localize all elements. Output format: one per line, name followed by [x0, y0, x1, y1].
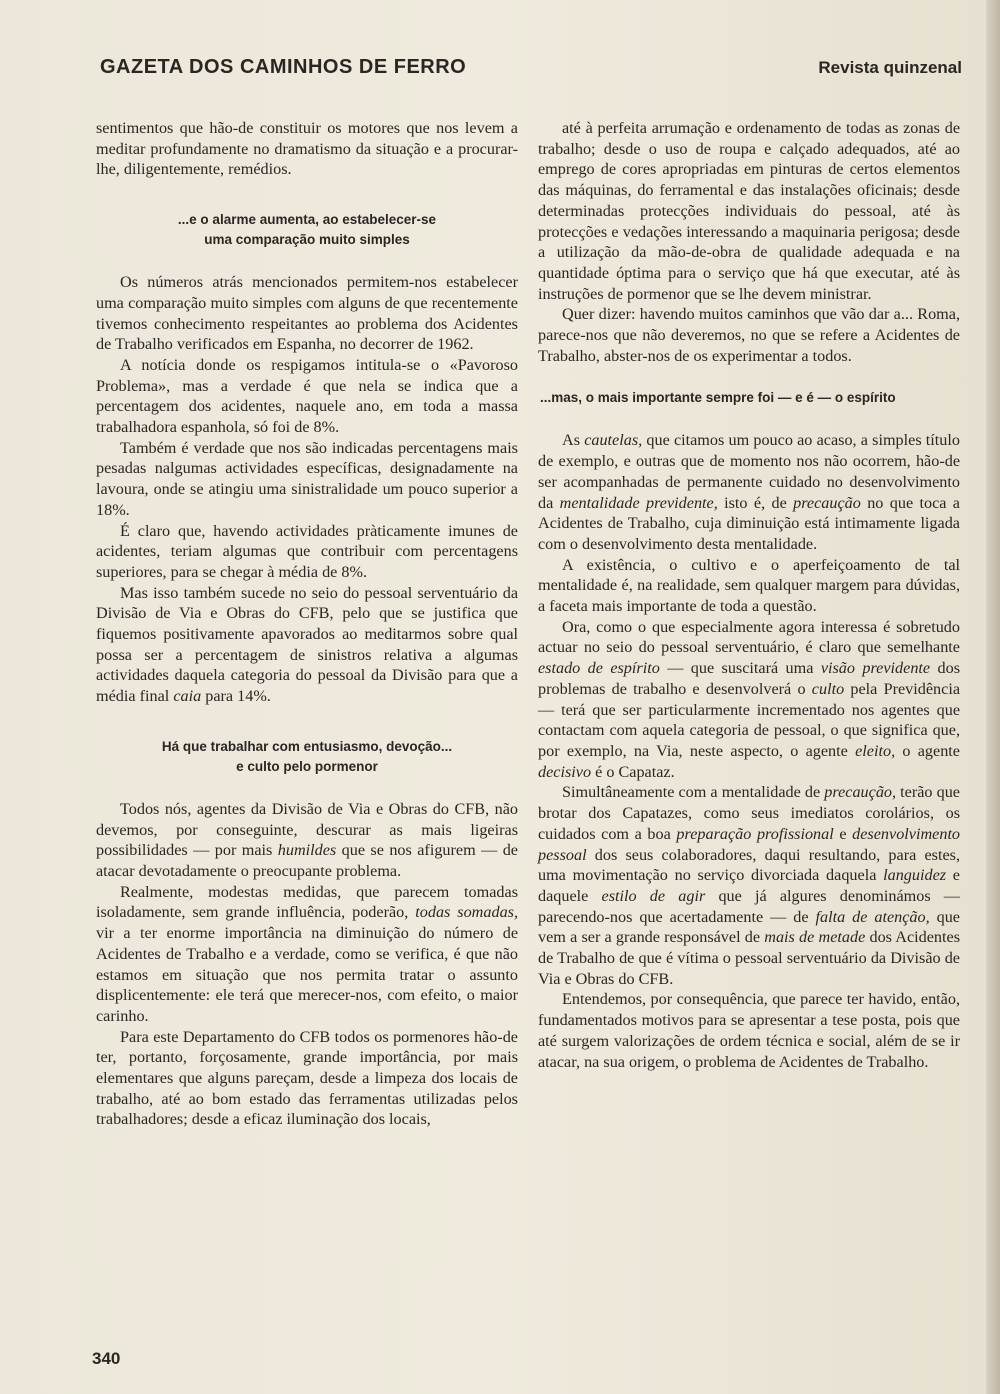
paragraph: Todos nós, agentes da Divisão de Via e Obras do CFB, não devemos, por conseguinte, descurar as mais ligeiras possibilidades — por mais humildes que se nos afigurem — de atacar devotadamente o preocupante problema. — [96, 799, 518, 880]
section-heading-line: ...e o alarme aumenta, ao estabelecer-se — [177, 212, 437, 228]
right-column — [538, 118, 960, 1072]
paragraph: Ora, como o que especialmente agora interessa é sobretudo actuar no seio do pessoal serventuário, é claro que semelhante estado de espírito — que suscitará uma visão previdente dos problemas de trabalho e desenvolverá o culto pela Previdência — terá que ser particularmente incrementado nos agentes que contactam com aquela categoria de pessoal, o que significa que, por exemplo, na Via, neste aspecto, o agente eleito, o agente decisivo é o Capataz. — [538, 617, 960, 781]
section-heading — [538, 388, 960, 408]
paragraph: Mas isso também sucede no seio do pessoal serventuário da Divisão de Via e Obras do CFB, pelo que se justifica que fiquemos positivamente apavorados ao meditarmos sobre qual possa ser a percentagem de sinistros relativa a algumas actividades daquela categoria do pessoal da Divisão para que a média final caia para 14%. — [96, 583, 518, 706]
page-header — [100, 56, 962, 84]
paragraph: Realmente, modestas medidas, que parecem tomadas isoladamente, sem grande influência, poderão, todas somadas, vir a ter enorme importância na diminuição do número de Acidentes de Trabalho e a verdade, como se verifica, é que não estamos em situação que nos permita tratar o assunto displicentemente: ele terá que merecer-nos, com efeito, o maior carinho. — [96, 882, 519, 1025]
section-heading — [96, 210, 518, 250]
paragraph: Quer dizer: havendo muitos caminhos que vão dar a... Roma, parece-nos que não deveremos, no que se refere a Acidentes de Trabalho, abster-nos de os experimentar a todos. — [538, 305, 960, 365]
page-edge-shadow — [986, 0, 1000, 1394]
journal-title: GAZETA DOS CAMINHOS DE FERRO — [100, 56, 467, 78]
section-heading-line: ...mas, o mais importante sempre foi — e é — o espírito — [540, 390, 896, 406]
paragraph: As cautelas, que citamos um pouco ao acaso, a simples título de exemplo, e outras que de momento nos não ocorrem, hão-de ser acompanhadas de permanente cuidado no desenvolvimento da mentalidade previdente, isto é, de precaução no que toca a Acidentes de Trabalho, cuja diminuição está intimamente ligada com o desenvolvimento desta mentalidade. — [538, 431, 960, 553]
paragraph: sentimentos que hão-de constituir os motores que nos levem a meditar profundamente no dramatismo da situação e a procurar-lhe, diligentemente, remédios. — [96, 119, 518, 179]
section-heading-line: uma comparação muito simples — [204, 232, 410, 248]
paragraph: Simultâneamente com a mentalidade de precaução, terão que brotar dos Capatazes, como seus imediatos corolários, os cuidados com a boa preparação profissional e desenvolvimento pessoal dos seus colaboradores, daqui resultando, para estes, uma movimentação no serviço divorciada daquela languidez e daquele estilo de agir que já algures denominámos — parecendo-nos que acertadamente — de falta de atenção, que vem a ser a grande responsável de mais de metade dos Acidentes de Trabalho de que é vítima o pessoal serventuário da Divisão de Via e Obras do CFB. — [538, 783, 961, 988]
paragraph: Para este Departamento do CFB todos os pormenores hão-de ter, portanto, forçosamente, grande importância, por mais elementares que alguns pareçam, desde a limpeza dos locais de trabalho, até ao bom estado das ferramentas utilizadas pelos trabalhadores; desde a eficaz iluminação dos locais, — [96, 1027, 518, 1129]
paragraph: Também é verdade que nos são indicadas percentagens mais pesadas nalgumas actividades específicas, designadamente na lavoura, onde se atingiu uma sinistralidade um pouco superior a 18%. — [96, 438, 518, 519]
left-column — [96, 118, 518, 1130]
journal-subtitle: Revista quinzenal — [818, 58, 962, 77]
paragraph: A notícia donde os respigamos intitula-se o «Pavoroso Problema», mas a verdade é que nela se indica que a percentagem dos acidentes, naquele ano, em toda a massa trabalhadora espanhola, só foi de 8%. — [96, 355, 518, 437]
paragraph: Entendemos, por consequência, que parece ter havido, então, fundamentados motivos para se apresentar a tese posta, pois que até surgem valorizações de ordem técnica e social, além de se ir atacar, na sua origem, o problema de Acidentes de Trabalho. — [538, 990, 960, 1071]
paragraph: A existência, o cultivo e o aperfeiçoamento de tal mentalidade é, na realidade, sem qualquer margem para dúvidas, a faceta mais importante de toda a questão. — [538, 555, 960, 616]
section-heading-line: e culto pelo pormenor — [236, 758, 378, 774]
paragraph: Os números atrás mencionados permitem-nos estabelecer uma comparação muito simples com alguns de que recentemente tivemos conhecimento respeitantes ao problema dos Acidentes de Trabalho verificados em Espanha, no decorrer de 1962. — [96, 273, 518, 354]
section-heading-line: Há que trabalhar com entusiasmo, devoção... — [161, 738, 453, 754]
paragraph: até à perfeita arrumação e ordenamento de todas as zonas de trabalho; desde o uso de roupa e calçado adequados, até ao emprego de cores apropriadas em pinturas de certos elementos das máquinas, do ferramental e das instalações oficinais; desde determinadas protecções individuais do pessoal, até às protecções e vedações interessando a maquinaria perigosa; desde a utilização da mão-de-obra de qualidade adequada e na quantidade óptima para o serviço que há que executar, até às instruções de pormenor que se lhe devem ministrar. — [538, 119, 960, 303]
page-number: 340 — [92, 1349, 121, 1368]
section-heading — [96, 737, 518, 777]
paragraph: É claro que, havendo actividades pràticamente imunes de acidentes, teriam algumas que contribuir com percentagens superiores, para se chegar à média de 8%. — [96, 521, 518, 581]
